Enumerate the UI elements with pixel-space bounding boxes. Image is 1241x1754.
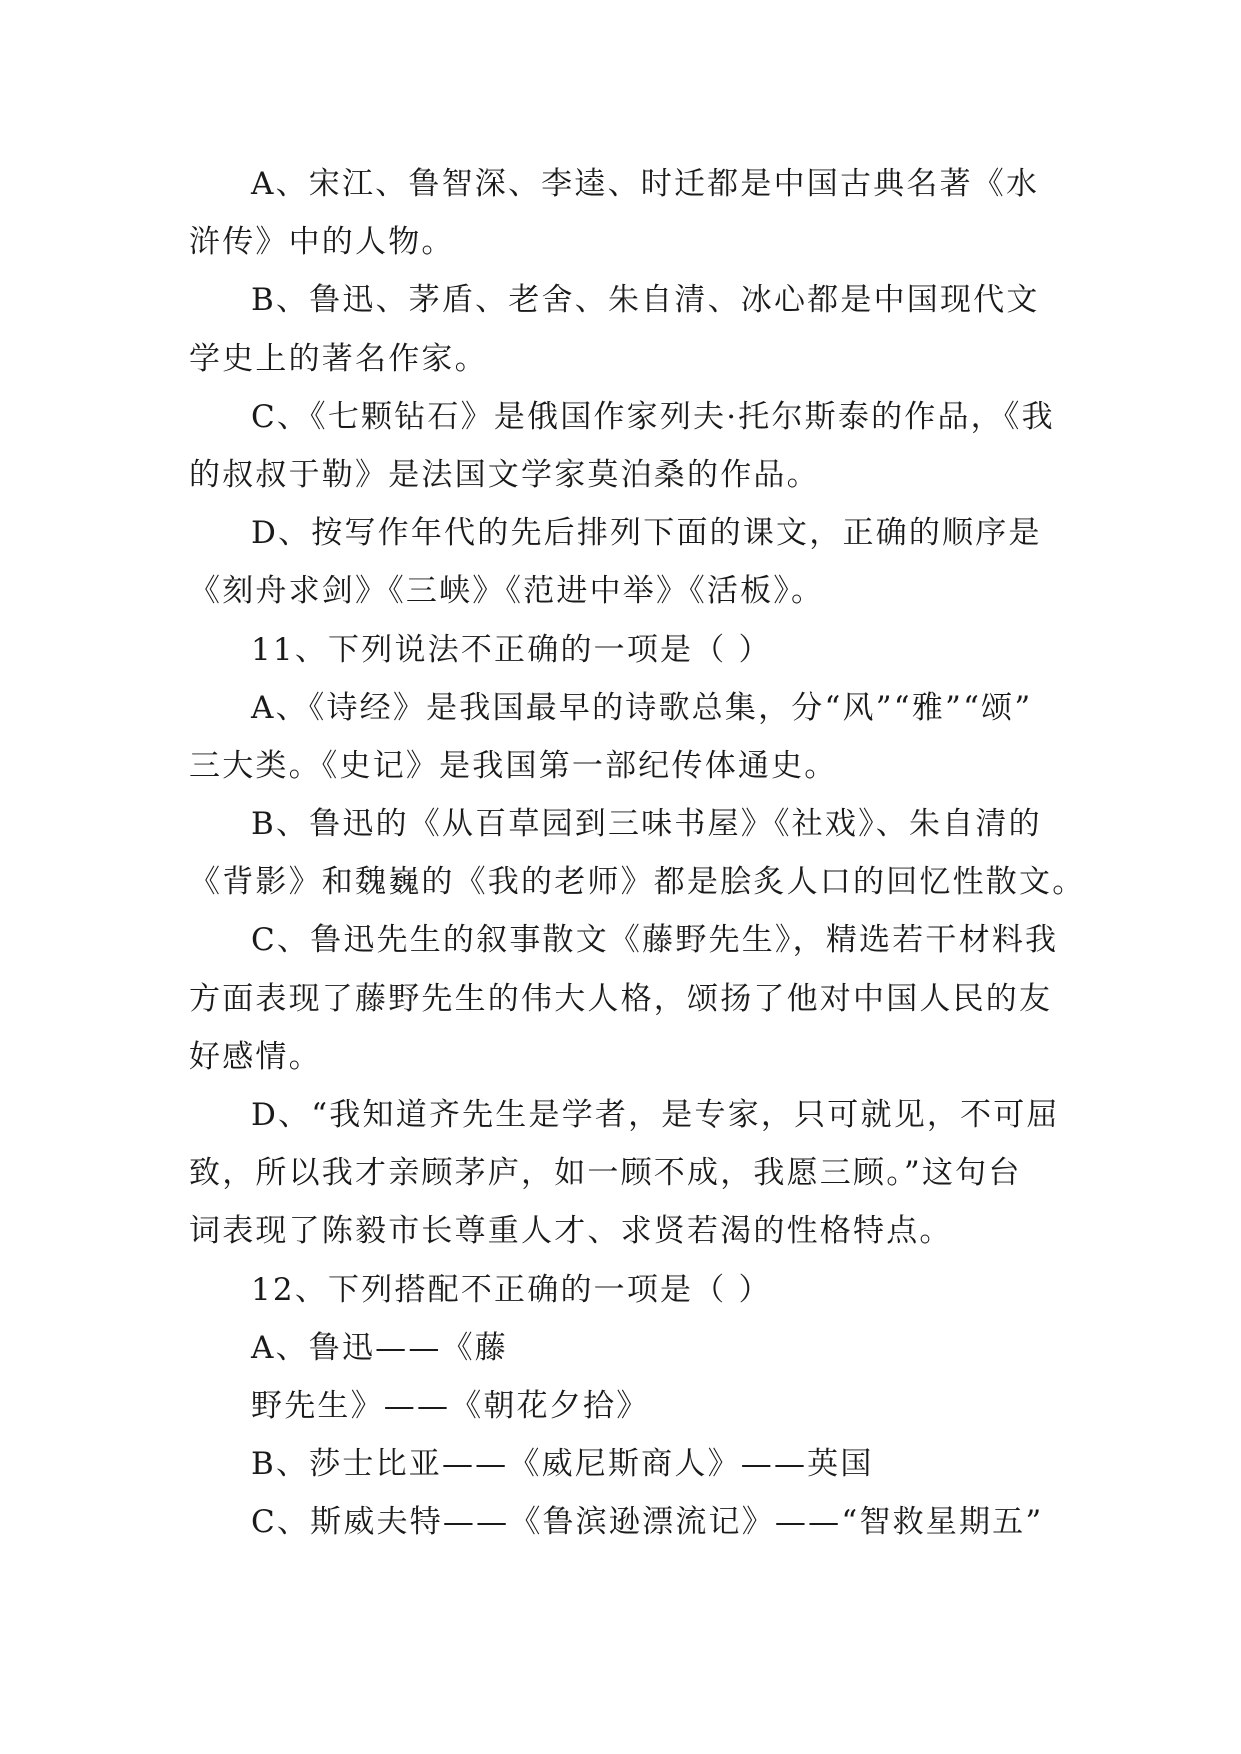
option-a-line-1: A、宋江、鲁智深、李逵、时迁都是中国古典名著《水 [251,166,1040,202]
option-c-line-1: C、《七颗钻石》是俄国作家列夫·托尔斯泰的作品，《我 [251,398,1055,435]
option-a-line-2: 浒传》中的人物。 [189,224,455,261]
document-body [189,155,1086,1552]
q12-option-c: C、斯威夫特——《鲁滨逊漂流记》——“智救星期五” [251,1504,1044,1541]
option-b-line-2: 学史上的著名作家。 [189,340,488,377]
q11-option-a-line-2: 三大类。《史记》是我国第一部纪传体通史。 [189,747,838,784]
q11-option-b-line-2: 《背影》和魏巍的《我的老师》都是脍炙人口的回忆性散文。 [189,864,1086,901]
option-b-line-1: B、鲁迅、茅盾、老舍、朱自清、冰心都是中国现代文 [251,282,1040,319]
q11-option-d-line-1: D、“我知道齐先生是学者，是专家，只可就见，不可屈 [251,1097,1060,1133]
q12-option-a-line-2: 野先生》——《朝花夕拾》 [251,1387,650,1424]
question-12: 12、下列搭配不正确的一项是（ ） [251,1271,772,1308]
option-d-line-1: D、按写作年代的先后排列下面的课文，正确的顺序是 [251,515,1042,552]
question-11: 11、下列说法不正确的一项是（ ） [251,631,772,668]
option-c-line-2: 的叔叔于勒》是法国文学家莫泊桑的作品。 [189,456,820,493]
q11-option-a-line-1: A、《诗经》是我国最早的诗歌总集，分“风”“雅”“颂” [251,689,1033,726]
option-d-line-2: 《刻舟求剑》《三峡》《范进中举》《活板》。 [189,573,825,610]
q12-option-b: B、莎士比亚——《威尼斯商人》——英国 [251,1446,874,1483]
q11-option-b-line-1: B、鲁迅的《从百草园到三味书屋》《社戏》、朱自清的 [251,806,1042,843]
q11-option-c-line-1: C、鲁迅先生的叙事散文《藤野先生》，精选若干材料我 [251,922,1059,959]
q11-option-c-line-2: 方面表现了藤野先生的伟大人格，颂扬了他对中国人民的友 [189,980,1053,1017]
q11-option-d-line-2: 致，所以我才亲顾茅庐，如一顾不成，我愿三顾。”这句台 [189,1155,1022,1192]
q11-option-c-line-3: 好感情。 [189,1038,322,1075]
q11-option-d-line-3: 词表现了陈毅市长尊重人才、求贤若渴的性格特点。 [189,1213,953,1250]
q12-option-a-line-1: A、鲁迅——《藤 [251,1329,508,1366]
